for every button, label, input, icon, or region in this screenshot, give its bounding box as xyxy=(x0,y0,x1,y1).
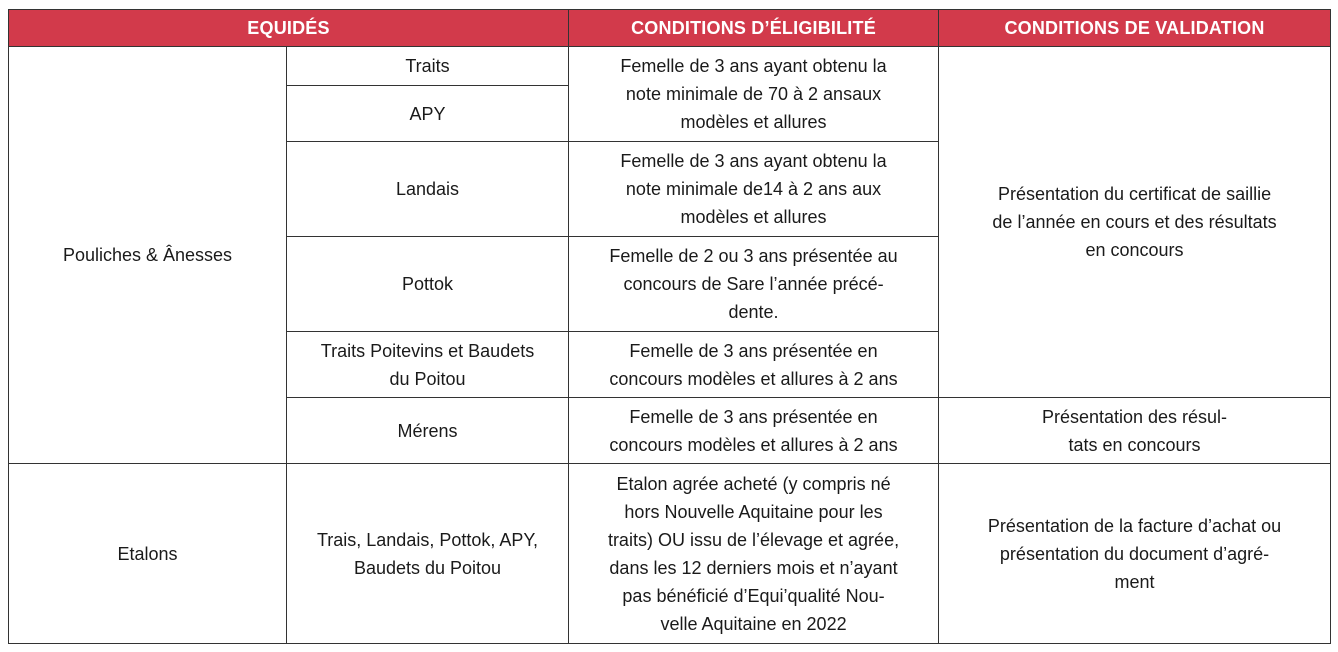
eligibility-table xyxy=(8,9,1331,644)
breed-landais: Landais xyxy=(287,142,569,237)
eligibility-pottok: Femelle de 2 ou 3 ans présentée au concours de Sare l’année précé- dente. xyxy=(569,237,939,332)
validation-etalons: Présentation de la facture d’achat ou présentation du document d’agré- ment xyxy=(939,464,1331,644)
breed-traits-poitevins: Traits Poitevins et Baudets du Poitou xyxy=(287,332,569,398)
breed-pottok: Pottok xyxy=(287,237,569,332)
eligibility-traits-poitevins: Femelle de 3 ans présentée en concours modèles et allures à 2 ans xyxy=(569,332,939,398)
header-equides: EQUIDÉS xyxy=(9,10,569,47)
header-validation: CONDITIONS DE VALIDATION xyxy=(939,10,1331,47)
eligibility-merens: Femelle de 3 ans présentée en concours modèles et allures à 2 ans xyxy=(569,398,939,464)
eligibility-traits-apy: Femelle de 3 ans ayant obtenu la note minimale de 70 à 2 ansaux modèles et allures xyxy=(569,47,939,142)
header-eligibility: CONDITIONS D’ÉLIGIBILITÉ xyxy=(569,10,939,47)
table-row xyxy=(9,47,1331,86)
breed-traits: Traits xyxy=(287,47,569,86)
group-pouliches-anesses: Pouliches & Ânesses xyxy=(9,47,287,464)
breed-merens: Mérens xyxy=(287,398,569,464)
table-row xyxy=(9,464,1331,644)
breed-etalons: Trais, Landais, Pottok, APY, Baudets du Poitou xyxy=(287,464,569,644)
validation-merens: Présentation des résul- tats en concours xyxy=(939,398,1331,464)
eligibility-landais: Femelle de 3 ans ayant obtenu la note minimale de14 à 2 ans aux modèles et allures xyxy=(569,142,939,237)
table-header-row xyxy=(9,10,1331,47)
eligibility-table-wrapper xyxy=(8,9,1331,644)
group-etalons: Etalons xyxy=(9,464,287,644)
validation-pouliches-certificat: Présentation du certificat de saillie de l’année en cours et des résultats en concours xyxy=(939,47,1331,398)
eligibility-etalons: Etalon agrée acheté (y compris né hors Nouvelle Aquitaine pour les traits) OU issu de l’élevage et agrée, dans les 12 derniers mois et n’ayant pas bénéficié d’Equi’qualité Nou- velle Aquitaine en 2022 xyxy=(569,464,939,644)
breed-apy: APY xyxy=(287,86,569,142)
